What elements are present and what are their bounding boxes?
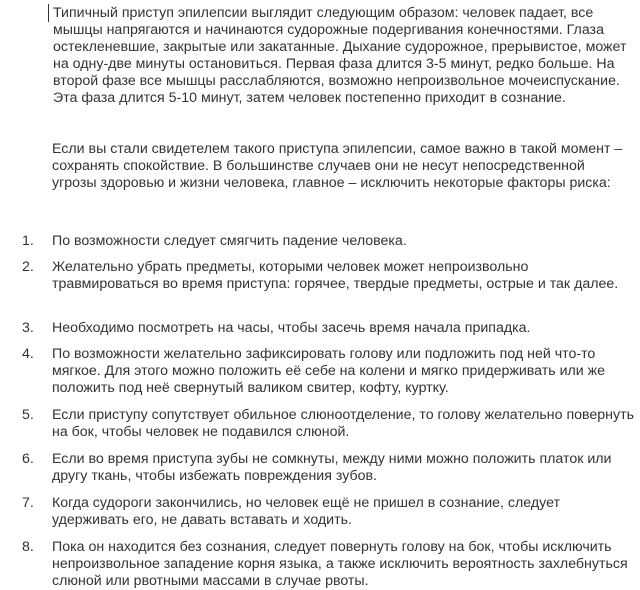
list-item-number: 2. bbox=[22, 259, 34, 275]
list-item-text: Если приступу сопутствует обильное слюноотделение, то голову желательно повернуть на бок, чтобы человек не подавился слюной. bbox=[52, 407, 634, 440]
list-item-number: 7. bbox=[22, 495, 34, 511]
list-item-number: 3. bbox=[22, 320, 34, 336]
list-item-text: По возможности следует смягчить падение человека. bbox=[52, 233, 407, 249]
list-item-text: По возможности желательно зафиксировать голову или подложить под ней что-то мягкое. Для этого можно положить её себе на колени и мягко придерживать или же положить под неё свернутый валиком свитер, кофту, куртку. bbox=[52, 346, 606, 396]
text-cursor bbox=[48, 4, 49, 22]
list-item-text: Пока он находится без сознания, следует повернуть голову на бок, чтобы исключить непроизвольное западение корня языка, а также исключить вероятность захлебнуться слюной или рвотными массами в случае рвоты. bbox=[52, 539, 628, 589]
list-item-text: Когда судороги закончились, но человек ещё не пришел в сознание, следует удерживать его, не давать вставать и ходить. bbox=[52, 495, 560, 528]
list-item-number: 5. bbox=[22, 407, 34, 423]
list-item-number: 6. bbox=[22, 451, 34, 467]
paragraph-first-aid-intro: Если вы стали свидетелем такого приступа эпилепсии, самое важно в такой момент – сохранять спокойствие. В большинстве случаев они не несут непосредственной угрозы здоровью и жизни человека, главное – исключить некоторые факторы риска: bbox=[52, 141, 623, 191]
paragraph-seizure-description: Типичный приступ эпилепсии выглядит следующим образом: человек падает, все мышцы напрягаются и начинаются судорожные подергивания конечностями. Глаза остекленевшие, закрытые или закатанные. Дыхание судорожное, прерывистое, может на одну-две минуты остановиться. Первая фаза длится 3-5 минут, редко больше. На второй фазе все мышцы расслабляются, возможно непроизвольное мочеиспускание. Эта фаза длится 5-10 минут, затем человек постепенно приходит в сознание. bbox=[53, 5, 627, 106]
list-item-text: Если во время приступа зубы не сомкнуты, между ними можно положить платок или другу ткань, чтобы избежать повреждения зубов. bbox=[52, 451, 612, 484]
list-item-number: 8. bbox=[22, 539, 34, 555]
list-item-number: 4. bbox=[22, 346, 34, 362]
list-item-text: Желательно убрать предметы, которыми человек может непроизвольно травмироваться во время приступа: горячее, твердые предметы, острые и так далее. bbox=[52, 259, 619, 292]
list-item-text: Необходимо посмотреть на часы, чтобы засечь время начала припадка. bbox=[52, 320, 531, 336]
list-item-number: 1. bbox=[22, 233, 34, 249]
